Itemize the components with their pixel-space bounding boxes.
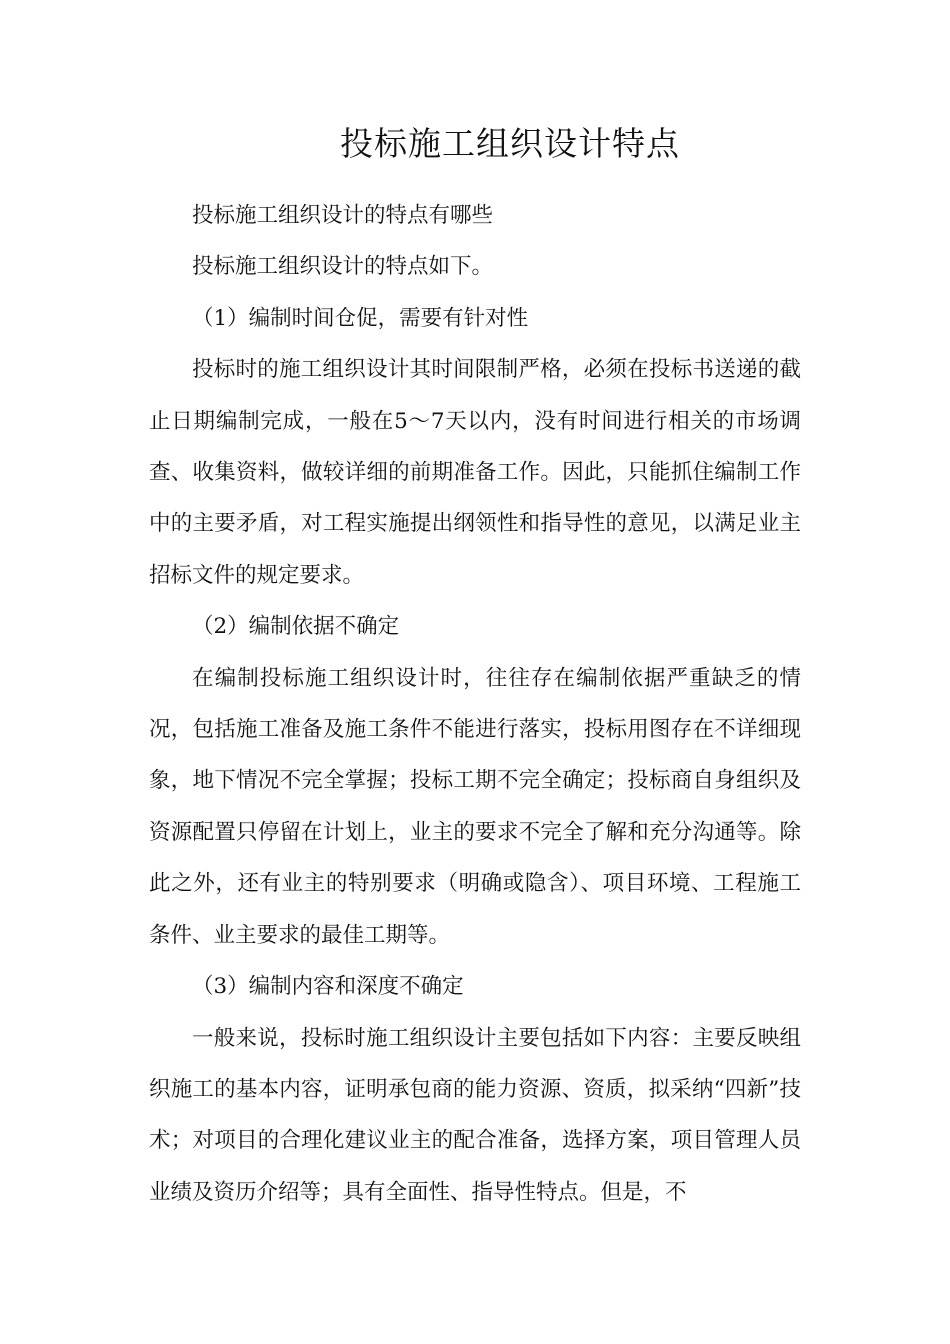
document-body: [149, 190, 801, 1218]
section-heading-2: （2）编制依据不确定: [192, 614, 400, 640]
paragraph-section-2: 在编制投标施工组织设计时，往往存在编制依据严重缺乏的情况，包括施工准备及施工条件不能进行落实，投标用图存在不详细现象，地下情况不完全掌握；投标工期不完全确定；投标商自身组织及资源配置只停留在计划上，业主的要求不完全了解和充分沟通等。除此之外，还有业主的特别要求（明确或隐含）、项目环境、工程施工条件、业主要求的最佳工期等。: [149, 665, 801, 948]
paragraph-intro: 投标施工组织设计的特点如下。: [192, 254, 494, 280]
document-title: 投标施工组织设计特点: [340, 124, 680, 163]
section-heading-1: （1）编制时间仓促，需要有针对性: [192, 305, 529, 331]
section-heading-3: （3）编制内容和深度不确定: [192, 974, 464, 1000]
paragraph-question: 投标施工组织设计的特点有哪些: [192, 203, 494, 228]
paragraph-section-1: 投标时的施工组织设计其时间限制严格，必须在投标书送递的截止日期编制完成，一般在5～7天以内，没有时间进行相关的市场调查、收集资料，做较详细的前期准备工作。因此，只能抓住编制工作中的主要矛盾，对工程实施提出纲领性和指导性的意见，以满足业主招标文件的规定要求。: [149, 357, 801, 588]
paragraph-section-3: 一般来说，投标时施工组织设计主要包括如下内容：主要反映组织施工的基本内容，证明承包商的能力资源、资质，拟采纳“四新”技术；对项目的合理化建议业主的配合准备，选择方案，项目管理人员业绩及资历介绍等；具有全面性、指导性特点。但是，不: [149, 1025, 801, 1205]
